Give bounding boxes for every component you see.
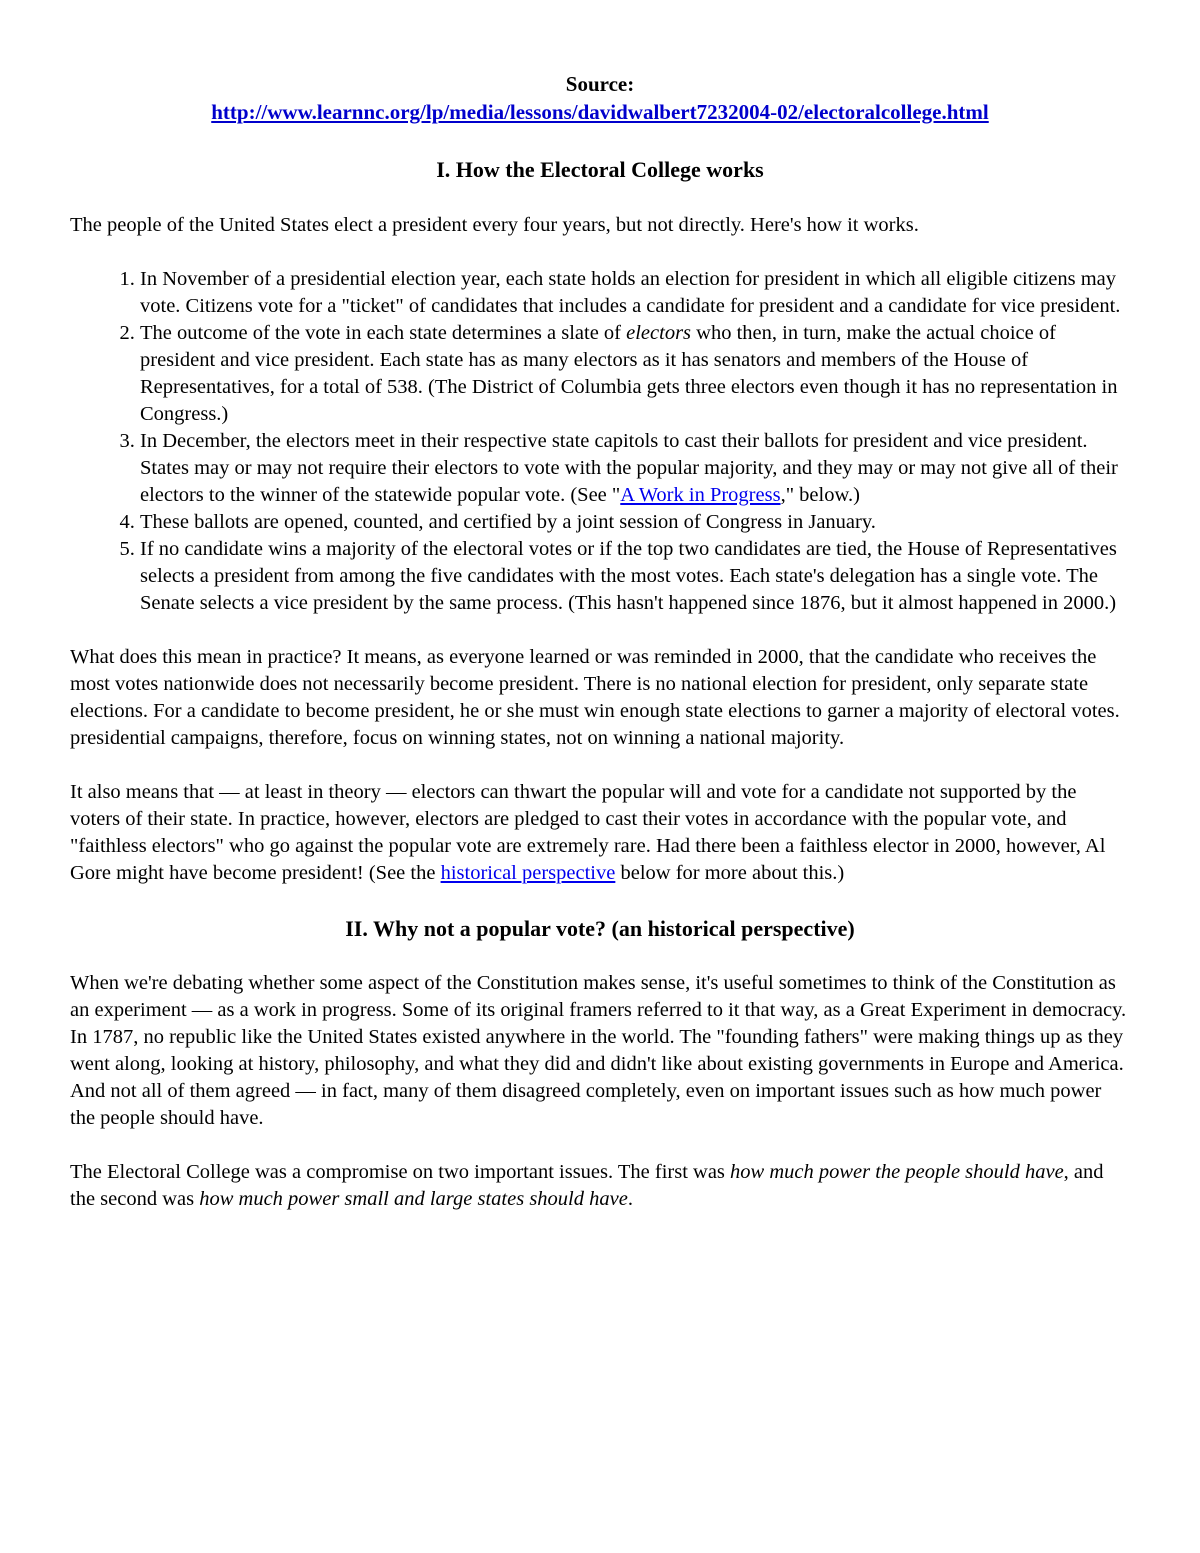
section2-paragraph-experiment: When we're debating whether some aspect of the Constitution makes sense, it's useful sometimes to think of the Constitution as an experiment — as a work in progress. Some of its original framers referred to it that way, as a Great Experiment in democracy. In 1787, no republic like the United States existed anywhere in the world. The "founding fathers" were making things up as they went along, looking at history, philosophy, and what they did and didn't like about existing governments in Europe and America. And not all of them agreed — in fact, many of them disagreed completely, even on important issues such as how much power the people should have. — [70, 972, 1127, 1129]
source-label: Source: — [565, 72, 635, 96]
section1-paragraph-practice: What does this mean in practice? It means, as everyone learned or was reminded in 2000, that the candidate who receives the most votes nationwide does not necessarily become president. There is no national election for president, only separate state elections. For a candidate to become president, he or she must win enough state elections to garner a majority of electoral votes. presidential campaigns, therefore, focus on winning states, not on winning a national majority. — [70, 646, 1120, 749]
section1-intro: The people of the United States elect a president every four years, but not directly. Here's how it works. — [70, 214, 919, 236]
work-in-progress-link[interactable]: A Work in Progress — [620, 484, 781, 506]
section2-paragraph-compromise: The Electoral College was a compromise on two important issues. The first was how much power the people should have, and the second was how much power small and large states should have. — [70, 1161, 1104, 1210]
document-page — [70, 70, 1130, 1213]
source-link[interactable]: http://www.learnnc.org/lp/media/lessons/davidwalbert7232004-02/electoralcollege.html — [211, 100, 989, 124]
list-item: 3. In December, the electors meet in their respective state capitols to cast their ballots for president and vice president. States may or may not require their electors to vote with the popular majority, and they may or may not give all of their electors to the winner of the statewide popular vote. (See "A Work in Progress," below.) — [140, 428, 1130, 509]
section1-paragraph-theory: It also means that — at least in theory — electors can thwart the popular will and vote for a candidate not supported by the voters of their state. In practice, however, electors are pledged to cast their votes in accordance with the popular vote, and "faithless electors" who go against the popular vote are extremely rare. Had there been a faithless elector in 2000, however, Al Gore might have become president! (See the historical perspective below for more about this.) — [70, 781, 1106, 884]
list-item: 5. If no candidate wins a majority of the electoral votes or if the top two candidates are tied, the House of Representatives selects a president from among the five candidates with the most votes. Each state's delegation has a single vote. The Senate selects a vice president by the same process. (This hasn't happened since 1876, but it almost happened in 2000.) — [140, 536, 1130, 617]
list-item: 1. In November of a presidential election year, each state holds an election for president in which all eligible citizens may vote. Citizens vote for a "ticket" of candidates that includes a candidate for president and a candidate for vice president. — [140, 266, 1130, 320]
list-item: 4. These ballots are opened, counted, and certified by a joint session of Congress in January. — [140, 509, 1130, 536]
list-item: 2. The outcome of the vote in each state determines a slate of electors who then, in turn, make the actual choice of president and vice president. Each state has as many electors as it has senators and members of the House of Representatives, for a total of 538. (The District of Columbia gets three electors even though it has no representation in Congress.) — [140, 320, 1130, 428]
section1-heading: I. How the Electoral College works — [436, 157, 764, 182]
historical-perspective-link[interactable]: historical perspective — [440, 862, 616, 884]
electors-emphasis: electors — [626, 322, 692, 344]
section2-heading: II. Why not a popular vote? (an historical perspective) — [345, 916, 855, 941]
steps-list — [70, 266, 1130, 617]
